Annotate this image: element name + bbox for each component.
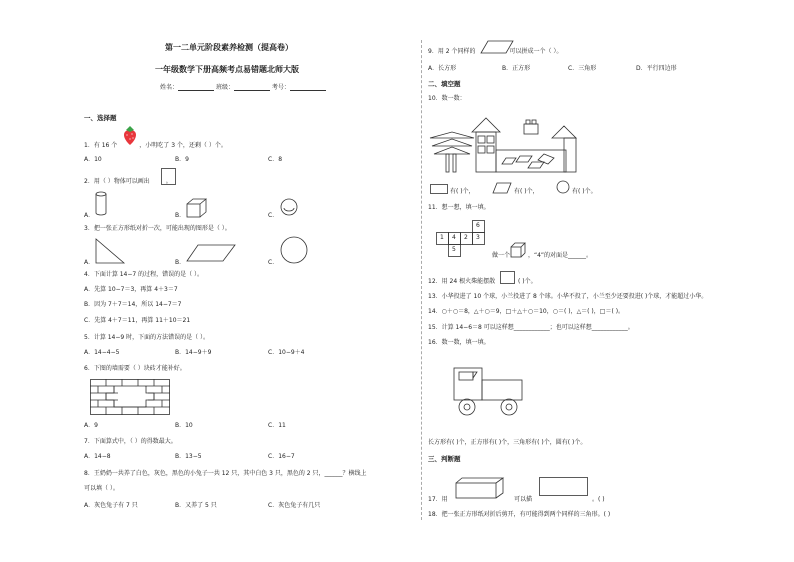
q8-option-b[interactable]: B．又养了 5 只 bbox=[175, 502, 217, 509]
question-7: 7．下面算式中，（ ）的得数最大。 bbox=[84, 438, 177, 445]
q7-option-a[interactable]: A．14−8 bbox=[84, 453, 111, 460]
q8-option-a[interactable]: A．灰色兔子有 7 只 bbox=[84, 502, 138, 509]
net-cell-1: 1 bbox=[440, 234, 444, 241]
q7-option-c[interactable]: C．16−7 bbox=[268, 453, 295, 460]
truck-figure bbox=[453, 362, 523, 418]
q11-text-b[interactable]: ，“4”的对面是______。 bbox=[528, 252, 593, 259]
q6-option-c[interactable]: C．11 bbox=[268, 422, 286, 429]
q9-option-a[interactable]: A．长方形 bbox=[428, 65, 457, 72]
question-16: 16．数一数，填一填。 bbox=[428, 339, 490, 346]
name-field[interactable] bbox=[178, 84, 214, 91]
q9-stem-end: 可以拼成一个（ ）。 bbox=[509, 48, 563, 55]
strawberry-icon bbox=[120, 124, 140, 146]
q11-text-a: 做一个 bbox=[492, 252, 511, 259]
q5-option-c[interactable]: C．10−9＋4 bbox=[268, 349, 305, 356]
question-1 bbox=[84, 143, 227, 149]
question-17-b: 可以描 bbox=[514, 496, 533, 503]
q3-option-c[interactable]: C． bbox=[268, 259, 279, 266]
q16-answer-line[interactable]: 长方形有( )个，正方形有( )个，三角形有( )个，圆有( )个。 bbox=[428, 439, 587, 446]
question-12-end[interactable]: ( )个。 bbox=[518, 278, 537, 285]
name-label: 姓名： bbox=[160, 84, 179, 91]
question-14[interactable]: 14．○＋○＝8，△＋○＝9，□＋△＋○＝10，○＝( )，△＝( )，□＝( )。 bbox=[428, 308, 625, 315]
id-label: 考号： bbox=[271, 84, 290, 91]
brick-wall-figure bbox=[90, 379, 170, 415]
column-divider bbox=[421, 40, 422, 520]
circle-count-icon bbox=[555, 180, 571, 194]
parallelogram-icon bbox=[480, 40, 514, 54]
question-8-line-1: 8．王奶奶一共养了白色，灰色，黑色的小兔子一共 12 只，其中白色 3 只，黑色的 2 只，______？横线上 bbox=[84, 470, 367, 477]
q5-option-b[interactable]: B．14−9＋9 bbox=[175, 349, 212, 356]
q4-option-c[interactable]: C．先算 4＋7＝11，再算 11＋10＝21 bbox=[84, 317, 191, 324]
cuboid-icon bbox=[455, 477, 505, 499]
question-2 bbox=[84, 179, 172, 185]
circle-shape-icon bbox=[280, 236, 308, 264]
net-cell-2: 2 bbox=[464, 234, 468, 241]
question-18[interactable]: 18．把一张正方形纸对折后剪开，有可能得到两个同样的三角形。( ) bbox=[428, 511, 611, 518]
q10-answer-2[interactable]: 有( )个， bbox=[514, 188, 539, 195]
q2-option-b[interactable]: B． bbox=[175, 212, 186, 219]
q6-option-b[interactable]: B．10 bbox=[175, 422, 193, 429]
q3-option-a[interactable]: A． bbox=[84, 259, 95, 266]
q1-option-b[interactable]: B．9 bbox=[175, 156, 189, 163]
q4-option-b[interactable]: B．因为 7＋7＝14，所以 14−7＝7 bbox=[84, 301, 182, 308]
student-info-line bbox=[160, 84, 326, 91]
question-6: 6．下图的墙需要（ ）块砖才能补好。 bbox=[84, 365, 186, 372]
q2-stem-end: 。 bbox=[165, 178, 172, 185]
cylinder-icon bbox=[95, 191, 107, 217]
net-cell-4: 4 bbox=[452, 234, 456, 241]
net-cell-6: 6 bbox=[476, 222, 480, 229]
q8-option-c[interactable]: C．灰色兔子有几只 bbox=[268, 502, 321, 509]
question-11: 11．想一想，填一填。 bbox=[428, 204, 490, 211]
question-5: 5．计算 14−9 时，下面的方法错误的是（ ）。 bbox=[84, 334, 210, 341]
q2-option-c[interactable]: C． bbox=[268, 212, 279, 219]
q10-answer-1[interactable]: 有( )个， bbox=[450, 188, 475, 195]
cube-icon bbox=[186, 198, 208, 218]
parallelogram-count-icon bbox=[492, 182, 512, 194]
q7-option-b[interactable]: B．13−5 bbox=[175, 453, 202, 460]
q10-answer-3[interactable]: 有( )个。 bbox=[572, 188, 597, 195]
q4-option-a[interactable]: A．先算 10−7＝3，再算 4＋3＝7 bbox=[84, 286, 178, 293]
sphere-icon bbox=[280, 198, 298, 216]
q9-stem-start: 9．用 2 个同样的 bbox=[428, 48, 476, 55]
question-13[interactable]: 13．小华投进了 10 个球，小兰投进了 8 个球。小华不投了，小兰至少还要投进( )个球，才能超过小华。 bbox=[428, 293, 708, 300]
q2-stem-start: 2．用（ ）物体可以画出 bbox=[84, 178, 150, 185]
page-subtitle: 一年级数学下册高频考点易错题北师大版 bbox=[155, 65, 299, 74]
q9-option-c[interactable]: C．三角形 bbox=[568, 65, 597, 72]
q6-option-a[interactable]: A．9 bbox=[84, 422, 98, 429]
question-4: 4．下面计算 14−7 的过程，错误的是（ ）。 bbox=[84, 271, 204, 278]
section-heading-choice: 一、选择题 bbox=[84, 114, 117, 122]
section-heading-fill: 二、填空题 bbox=[428, 80, 461, 88]
parallelogram-shape-icon bbox=[186, 244, 236, 262]
q9-option-b[interactable]: B．正方形 bbox=[502, 65, 531, 72]
cube-small-icon bbox=[510, 242, 526, 258]
class-field[interactable] bbox=[234, 84, 270, 91]
q1-stem-start: 1．有 16 个 bbox=[84, 142, 118, 149]
q1-option-c[interactable]: C．8 bbox=[268, 156, 283, 163]
shapes-scene-figure bbox=[428, 112, 588, 174]
q5-option-a[interactable]: A．14−4−5 bbox=[84, 349, 120, 356]
triangle-shape-icon bbox=[95, 238, 125, 264]
square-outline-icon bbox=[500, 271, 516, 285]
q1-option-a[interactable]: A．10 bbox=[84, 156, 102, 163]
q2-option-a[interactable]: A． bbox=[84, 212, 95, 219]
net-cell-5: 5 bbox=[452, 246, 456, 253]
rectangle-count-icon bbox=[430, 184, 448, 194]
rectangle-outline-icon bbox=[539, 477, 589, 497]
net-cell-3: 3 bbox=[476, 234, 480, 241]
square-shape-icon bbox=[161, 168, 177, 186]
q3-option-b[interactable]: B． bbox=[175, 259, 186, 266]
section-heading-judge: 三、判断题 bbox=[428, 455, 461, 463]
question-15[interactable]: 15．计算 14−6＝8 可以这样想____________；也可以这样想____________。 bbox=[428, 324, 634, 331]
question-12-start: 12．用 24 根火柴能摆散 bbox=[428, 278, 496, 285]
page-title: 第一二单元阶段素养检测（提高卷） bbox=[165, 43, 293, 52]
question-17-a: 17．用 bbox=[428, 496, 448, 503]
q1-stem-end: ，小明吃了 3 个，还剩（ ）个。 bbox=[139, 142, 227, 149]
question-8-line-2: 可以填（ ）。 bbox=[84, 485, 119, 492]
class-label: 班级： bbox=[215, 84, 234, 91]
question-17-c[interactable]: 。( ) bbox=[592, 496, 605, 503]
question-3: 3．把一张正方形纸对折一次，可能出现的图形是（ ）。 bbox=[84, 225, 231, 232]
id-field[interactable] bbox=[290, 84, 326, 91]
question-10: 10．数一数： bbox=[428, 95, 466, 102]
q9-option-d[interactable]: D．平行四边形 bbox=[636, 65, 677, 72]
